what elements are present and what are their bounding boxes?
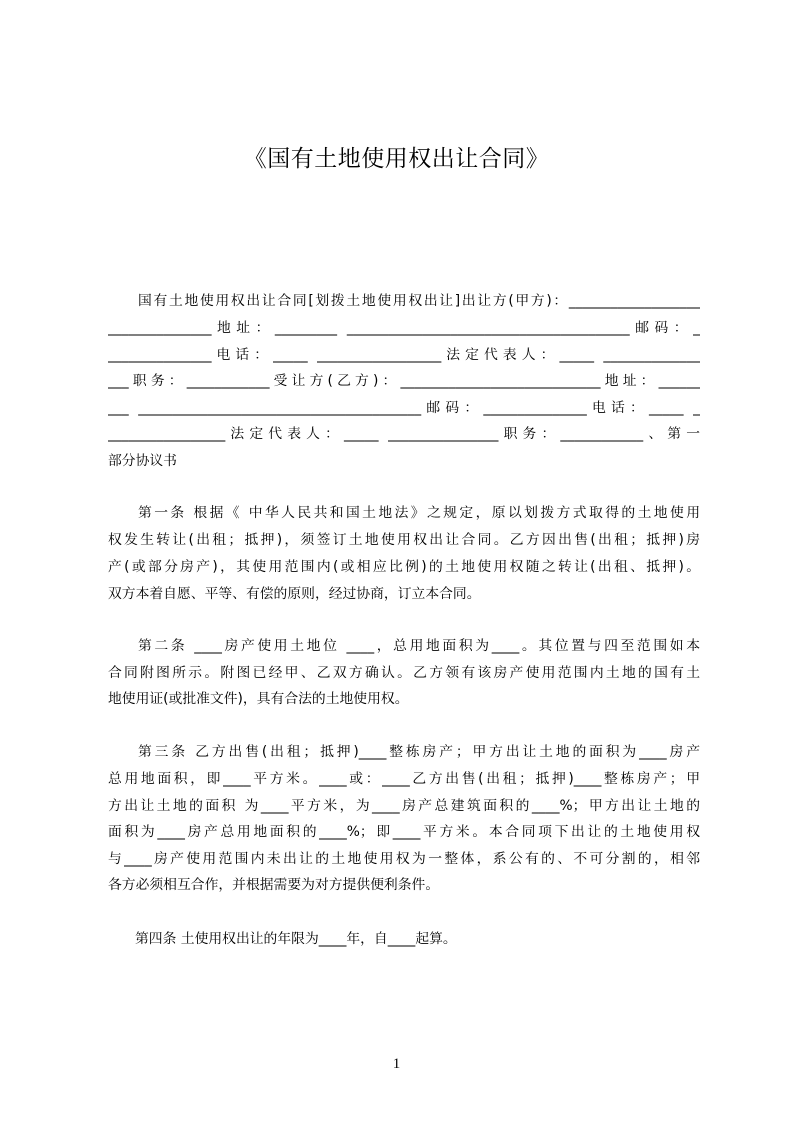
intro-line: 国有土地使用权出让合同[划拨土地使用权出让]出让方(甲方)：___________________ (138, 293, 700, 309)
article3-line: 总用地面积，即____平方米。____或：____乙方出售(出租；抵押)____整栋房产；甲 (108, 771, 700, 787)
article1-line: 产(或部分房产)，其使用范围内(或相应比例)的土地使用权随之转让(出租、抵押)。 (108, 559, 700, 575)
intro-line: _______________地址：_________ _________________________________________邮码：_ (108, 320, 700, 336)
page-number: 1 (392, 1056, 401, 1072)
intro-line: ___职务：____________受让方(乙方)：_____________________________地址：______ (108, 373, 700, 389)
article3-line: 方出让土地的面积 为____平方米，为____房产总建筑面积的____%；甲方出让土地的 (108, 798, 700, 814)
article3-line: 第三条 乙方出售(出租；抵押)____整栋房产；甲方出让土地的面积为____房产 (138, 744, 700, 760)
article4-line: 第四条 土使用权出让的年限为____年，自____起算。 (135, 931, 457, 947)
article3-line: 与____房产使用范围内未出让的土地使用权为一整体，系公有的、不可分割的，相邻 (108, 851, 700, 867)
article1-line: 双方本着自愿、平等、有偿的原则，经过协商，订立本合同。 (108, 586, 481, 602)
document-title: 《国有土地使用权出让合同》 (243, 146, 550, 172)
intro-line: ___ _________________________________________邮码：_______________电话：_____ _ (108, 400, 700, 416)
article2-line: 第二条 ____房产使用土地位 ____，总用地面积为____。其位置与四至范围如本 (138, 638, 700, 654)
intro-line: _________________法定代表人：_____ ________________职务：____________、第一 (108, 426, 700, 442)
article2-line: 合同附图所示。附图已经甲、乙双方确认。乙方领有该房产使用范围内土地的国有土 (108, 665, 700, 681)
article3-line: 各方必须相互合作，并根据需要为对方提供便利条件。 (108, 877, 440, 893)
article2-line: 地使用证(或批准文件)，具有合法的土地使用权。 (108, 691, 409, 707)
intro-line: 部分协议书 (108, 453, 177, 469)
article3-line: 面积为____房产总用地面积的____%；即____平方米。本合同项下出让的土地使用权 (108, 824, 700, 840)
intro-line: _______________电话：_____ __________________法定代表人：_____ ______________ (108, 347, 700, 363)
article1-line: 权发生转让(出租；抵押)，须签订土地使用权出让合同。乙方因出售(出租；抵押)房 (108, 532, 700, 548)
article1-line: 第一条 根据《 中华人民共和国土地法》之规定，原以划拨方式取得的土地使用 (138, 505, 700, 521)
